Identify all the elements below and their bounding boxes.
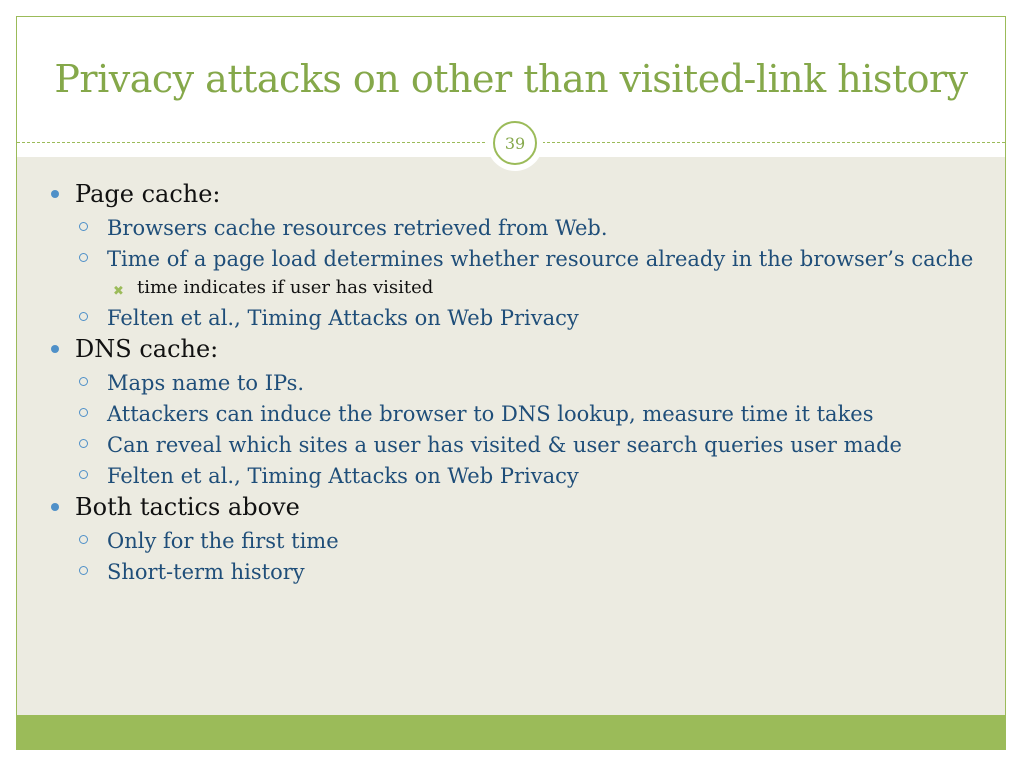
- list-item-text: Both tactics above: [75, 493, 300, 521]
- slide-title: Privacy attacks on other than visited-link history: [54, 57, 968, 101]
- list-item: [51, 529, 991, 553]
- bullet-circle-icon: [79, 470, 88, 479]
- bullet-circle-icon: [79, 377, 88, 386]
- bullet-circle-icon: [79, 408, 88, 417]
- list-item: [51, 492, 991, 522]
- list-item-text: time indicates if user has visited: [137, 277, 434, 298]
- bullet-circle-icon: [79, 439, 88, 448]
- list-item-text: Can reveal which sites a user has visited & user search queries user made: [107, 433, 902, 457]
- list-item: [51, 247, 991, 271]
- bullet-list: [51, 175, 991, 584]
- bullet-x-icon: ✖: [113, 284, 124, 299]
- list-item: [51, 560, 991, 584]
- list-item-text: Only for the first time: [107, 529, 339, 553]
- list-item: [51, 464, 991, 488]
- bullet-circle-icon: [79, 222, 88, 231]
- list-item-text: Felten et al., Timing Attacks on Web Privacy: [107, 306, 579, 330]
- list-item-text: Browsers cache resources retrieved from Web.: [107, 216, 608, 240]
- list-item-text: Maps name to IPs.: [107, 371, 305, 395]
- bullet-dot-icon: [51, 503, 59, 511]
- list-item: [51, 277, 991, 299]
- bullet-circle-icon: [79, 312, 88, 321]
- slide-number: 39: [493, 121, 537, 165]
- list-item-text: Short-term history: [107, 560, 305, 584]
- list-item-text: DNS cache:: [75, 335, 219, 363]
- list-item: [51, 334, 991, 364]
- list-item: [51, 216, 991, 240]
- list-item-text: Felten et al., Timing Attacks on Web Privacy: [107, 464, 579, 488]
- list-item: [51, 371, 991, 395]
- footer-bar: [17, 715, 1005, 749]
- slide-number-badge: [487, 115, 543, 171]
- list-item: [51, 402, 991, 426]
- slide-frame: [16, 16, 1006, 750]
- bullet-circle-icon: [79, 253, 88, 262]
- bullet-dot-icon: [51, 190, 59, 198]
- list-item: [51, 179, 991, 209]
- list-item-text: Time of a page load determines whether resource already in the browser’s cache: [107, 247, 974, 271]
- list-item: [51, 306, 991, 330]
- bullet-circle-icon: [79, 566, 88, 575]
- bullet-dot-icon: [51, 345, 59, 353]
- list-item-text: Page cache:: [75, 180, 221, 208]
- list-item: [51, 433, 991, 457]
- list-item-text: Attackers can induce the browser to DNS lookup, measure time it takes: [107, 402, 874, 426]
- bullet-circle-icon: [79, 535, 88, 544]
